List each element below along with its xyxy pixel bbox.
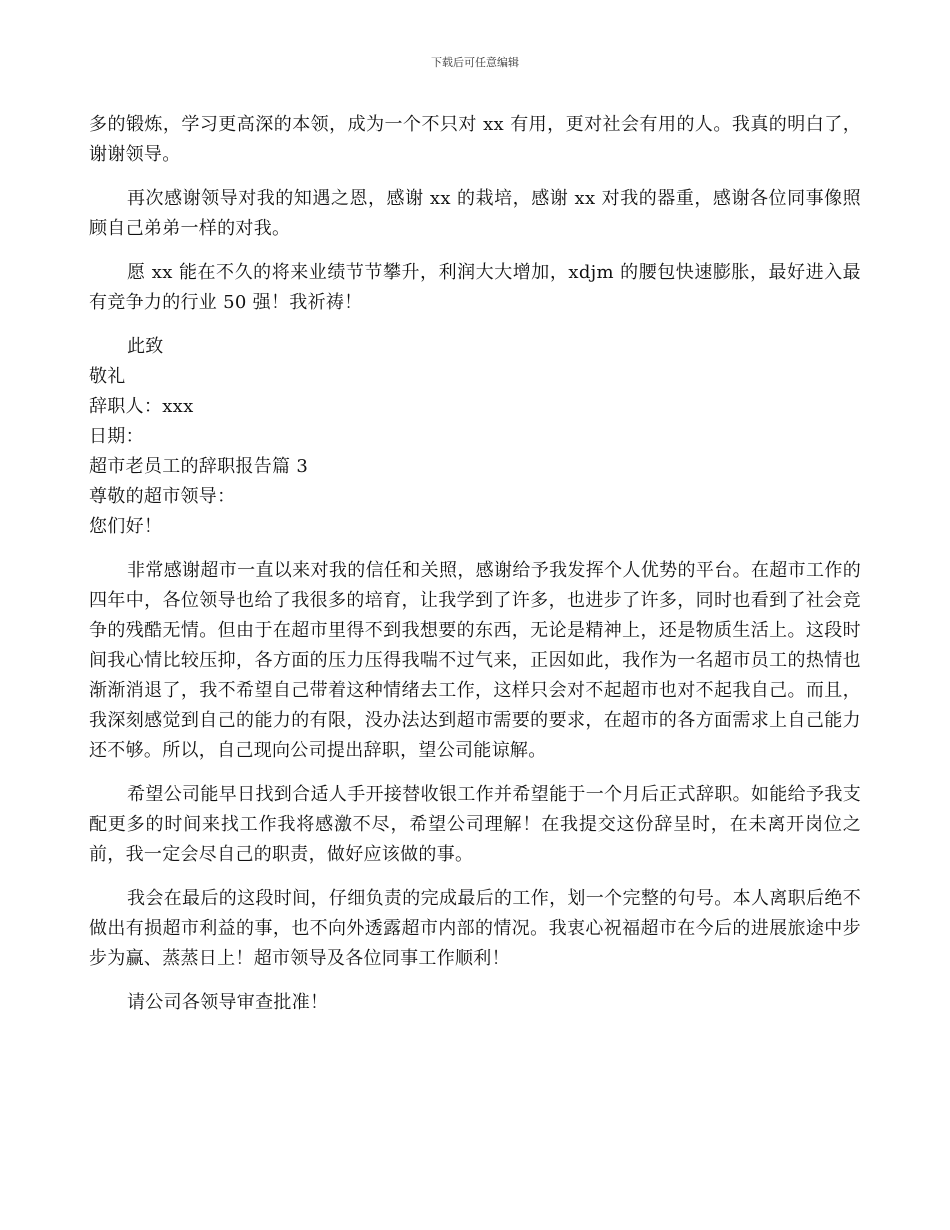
- body-paragraph-request: 请公司各领导审查批准！: [127, 992, 329, 1013]
- paragraph-continuation: 多的锻炼，学习更高深的本领，成为一个不只对 xx 有用，更对社会有用的人。我真的明白了，谢谢领导。: [89, 114, 861, 165]
- body-paragraph-handover: 希望公司能早日找到合适人手开接替收银工作并希望能于一个月后正式辞职。如能给予我支配更多的时间来找工作我将感激不尽，希望公司理解！在我提交这份辞呈时，在未离开岗位之前，我一定会尽自己的职责，做好应该做的事。: [89, 784, 861, 865]
- paragraph-thanks: 再次感谢领导对我的知遇之恩，感谢 xx 的栽培，感谢 xx 对我的器重，感谢各位同事像照顾自己弟弟一样的对我。: [89, 188, 861, 239]
- section-title: 超市老员工的辞职报告篇 3: [89, 456, 309, 477]
- paragraph-wishes: 愿 xx 能在不久的将来业绩节节攀升，利润大大增加，xdjm 的腰包快速膨胀，最好进入最有竞争力的行业 50 强！我祈祷！: [89, 262, 861, 313]
- closing-respect: 敬礼: [89, 366, 126, 387]
- date-line: 日期：: [89, 426, 144, 447]
- addressee-line: 尊敬的超市领导：: [89, 486, 236, 507]
- page-header-note: 下载后可任意编辑: [431, 56, 519, 69]
- body-paragraph-commitment: 我会在最后的这段时间，仔细负责的完成最后的工作，划一个完整的句号。本人离职后绝不做出有损超市利益的事，也不向外透露超市内部的情况。我衷心祝福超市在今后的进展旅途中步步为赢、蒸蒸日上！超市领导及各位同事工作顺利！: [89, 888, 861, 969]
- body-paragraph-reasons: 非常感谢超市一直以来对我的信任和关照，感谢给予我发挥个人优势的平台。在超市工作的四年中，各位领导也给了我很多的培育，让我学到了许多，也进步了许多，同时也看到了社会竞争的残酷无情。但由于在超市里得不到我想要的东西，无论是精神上，还是物质生活上。这段时间我心情比较压抑，各方面的压力压得我喘不过气来，正因如此，我作为一名超市员工的热情也渐渐消退了，我不希望自己带着这种情绪去工作，这样只会对不起超市也对不起我自己。而且，我深刻感觉到自己的能力的有限，没办法达到超市需要的要求，在超市的各方面需求上自己能力还不够。所以，自己现向公司提出辞职，望公司能谅解。: [89, 560, 861, 761]
- greeting-line: 您们好！: [89, 516, 163, 537]
- resigner-line: 辞职人：xxx: [89, 396, 194, 417]
- closing-salute: 此致: [127, 336, 164, 357]
- document-body: [89, 110, 861, 1032]
